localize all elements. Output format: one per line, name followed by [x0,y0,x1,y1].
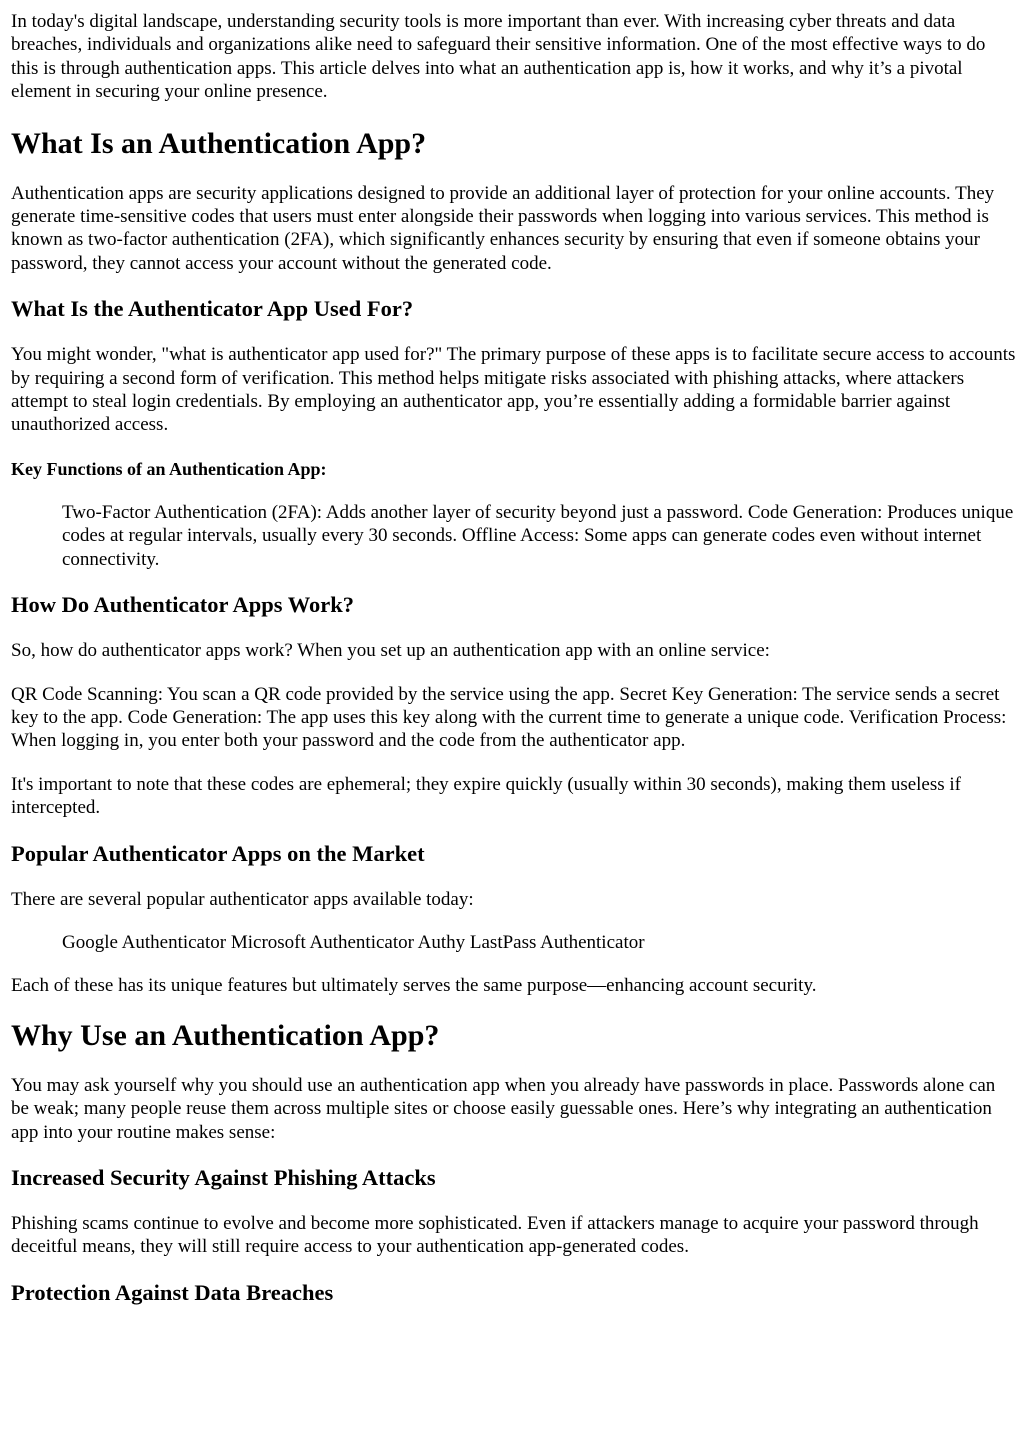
paragraph-how-work-intro: So, how do authenticator apps work? When you set up an authentication app with an online service: [11,640,770,662]
paragraph-used-for: You might wonder, "what is authenticator app used for?" The primary purpose of these apps is to facilitate secure access to accounts by requiring a second form of verification. This method helps mitigate risks associated with phishing attacks, where attackers attempt to steal login credentials. By employing an authenticator app, you’re essentially adding a formidable barrier against unauthorized access. [11,344,1016,436]
heading-data-breaches: Protection Against Data Breaches [11,1279,334,1305]
heading-why-use: Why Use an Authentication App? [11,1018,440,1052]
paragraph-popular-summary: Each of these has its unique features but ultimately serves the same purpose—enhancing account security. [11,975,817,997]
heading-phishing: Increased Security Against Phishing Attacks [11,1164,436,1190]
paragraph-what-is: Authentication apps are security applications designed to provide an additional layer of protection for your online accounts. They generate time-sensitive codes that users must enter alongside their passwords when logging into various services. This method is known as two-factor authentication (2FA), which significantly enhances security by ensuring that even if someone obtains your password, they cannot access your account without the generated code. [11,182,995,274]
heading-popular-apps: Popular Authenticator Apps on the Market [11,840,425,866]
heading-how-work: How Do Authenticator Apps Work? [11,592,354,618]
paragraph-why-use: You may ask yourself why you should use an authentication app when you already have passwords in place. Passwords alone can be weak; many people reuse them across multiple sites or choose easily guessable ones. Here’s why integrating an authentication app into your routine makes sense: [11,1074,996,1143]
paragraph-how-work-note: It's important to note that these codes are ephemeral; they expire quickly (usually within 30 seconds), making them useless if intercepted. [11,773,962,819]
paragraph-popular-intro: There are several popular authenticator apps available today: [11,888,474,910]
paragraph-phishing: Phishing scams continue to evolve and become more sophisticated. Even if attackers manage to acquire your password through deceitful means, they will still require access to your authentication app-generated codes. [11,1212,979,1258]
heading-key-functions: Key Functions of an Authentication App: [11,458,327,479]
heading-authenticator-used-for: What Is the Authenticator App Used For? [11,296,414,322]
key-functions-list: Two-Factor Authentication (2FA): Adds another layer of security beyond just a password. Code Generation: Produces unique codes at regular intervals, usually every 30 seconds. Offline Access: Some apps can generate codes even without internet connectivity. [62,501,1014,570]
paragraph-how-work-steps: QR Code Scanning: You scan a QR code provided by the service using the app. Secret Key Generation: The service sends a secret key to the app. Code Generation: The app uses this key along with the current time to generate a unique code. Verification Process: When logging in, you enter both your password and the code from the authenticator app. [11,683,1007,752]
intro-paragraph: In today's digital landscape, understanding security tools is more important than ever. With increasing cyber threats and data breaches, individuals and organizations alike need to safeguard their sensitive information. One of the most effective ways to do this is through authentication apps. This article delves into what an authentication app is, how it works, and why it’s a pivotal element in securing your online presence. [11,11,986,103]
heading-what-is-authentication-app: What Is an Authentication App? [11,126,427,160]
popular-apps-list: Google Authenticator Microsoft Authenticator Authy LastPass Authenticator [62,931,645,953]
